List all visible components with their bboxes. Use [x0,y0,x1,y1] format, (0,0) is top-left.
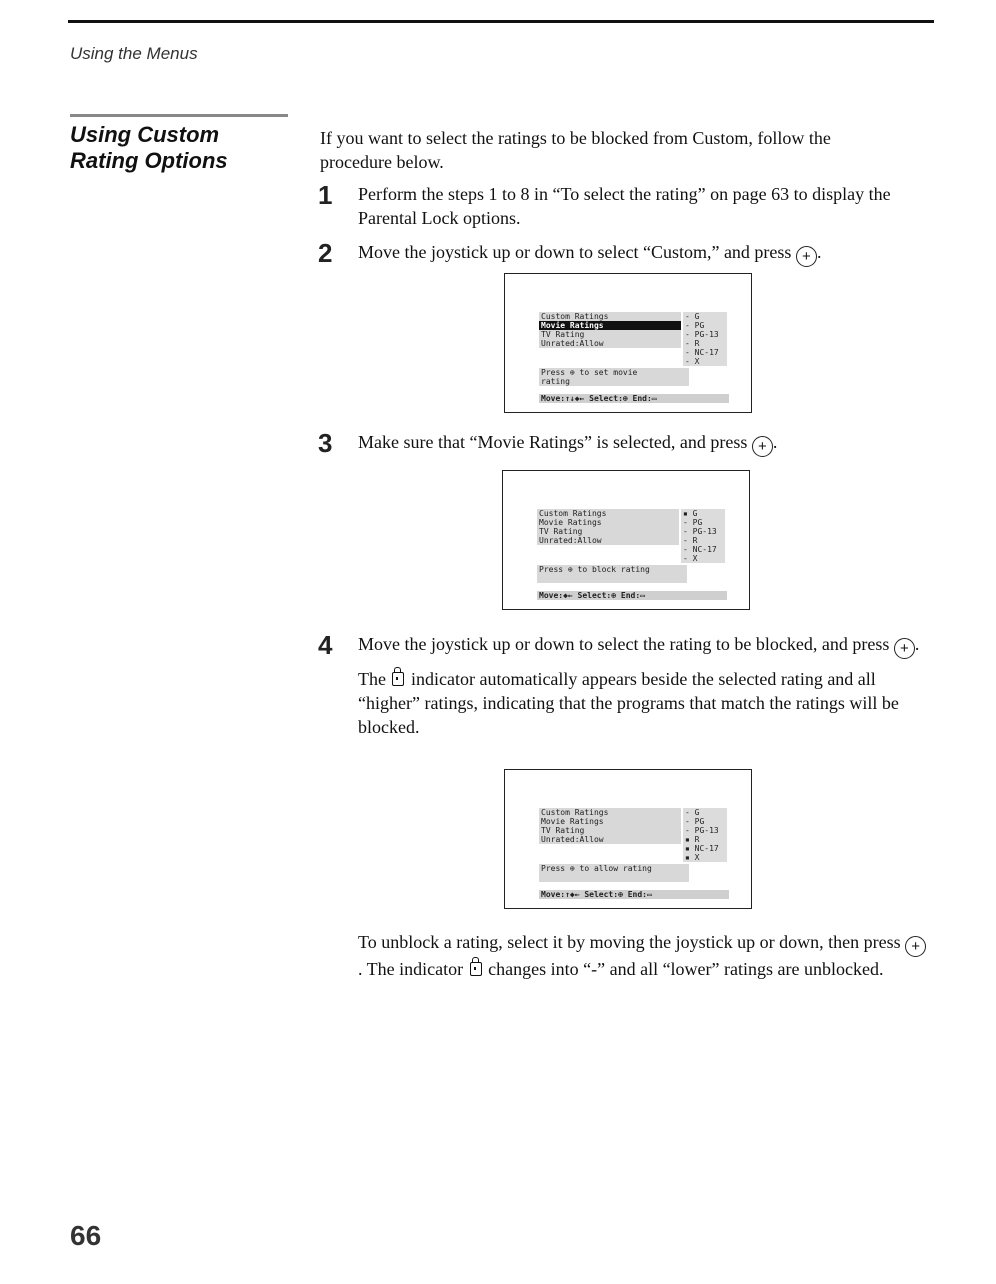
osd-rating-list [681,509,725,563]
osd-menu-item: Custom Ratings [541,808,609,817]
osd-footer: Move:↑◆← Select:⊕ End:▭ [539,890,729,899]
osd-rating: - PG [685,817,705,826]
osd-menu-item-selected: Movie Ratings [539,321,681,330]
step-text-end: . [816,242,822,262]
osd-menu-item: Movie Ratings [539,518,602,527]
step-text-end: . [914,634,920,654]
osd-rating-list [683,808,727,862]
unblock-paragraph [358,930,928,981]
osd-prompt [539,368,689,386]
section-heading-line2: Rating Options [70,148,228,173]
step-text [358,430,933,457]
step-text [358,632,933,739]
osd-rating: - PG-13 [683,527,717,536]
osd-menu-item: Custom Ratings [541,312,609,321]
osd-screen-blocked-ratings [504,769,752,909]
osd-menu-item: TV Rating [539,527,583,536]
osd-prompt-line: Press ⊕ to allow rating [541,864,652,873]
osd-screen-movie-ratings [502,470,750,610]
section-rule [70,114,288,117]
osd-rating: ▪ G [683,509,698,518]
osd-rating: - X [683,554,698,563]
joystick-press-icon: + [894,638,915,659]
osd-menu-item: TV Rating [541,330,585,339]
osd-prompt-line: Press ⊕ to block rating [539,565,650,574]
osd-rating: - PG [685,321,705,330]
osd-menu-item: Unrated:Allow [541,835,604,844]
unblock-text-1: To unblock a rating, select it by moving the joystick up or down, then press [358,932,901,952]
osd-menu-list [539,312,681,348]
step-note-start: The [358,669,386,689]
unblock-text-3: changes into “-” and all “lower” ratings are unblocked. [488,959,884,979]
osd-rating: - PG [683,518,703,527]
joystick-press-icon: + [796,246,817,267]
step-text: Perform the steps 1 to 8 in “To select the rating” on page 63 to display the Parental Lock options. [358,184,891,228]
osd-rating: - NC-17 [685,348,719,357]
step-number: 4 [318,630,333,660]
step-note [358,667,933,739]
osd-menu-item: Custom Ratings [539,509,607,518]
osd-rating: - R [683,536,698,545]
top-rule [68,20,934,23]
step-number: 2 [318,238,333,268]
osd-rating: - NC-17 [683,545,717,554]
osd-rating: ▪ NC-17 [685,844,719,853]
joystick-press-icon: + [905,936,926,957]
step-note-rest: indicator automatically appears beside the selected rating and all “higher” ratings, indicating that the programs that match the ratings will be blocked. [358,669,899,737]
step-text-line [358,632,933,659]
osd-rating: - G [685,808,700,817]
lock-icon [470,962,482,976]
step-text-end: . [772,432,778,452]
step-text [358,240,933,267]
osd-prompt-line: Press ⊕ to set movie [541,368,638,377]
joystick-press-icon: + [752,436,773,457]
step-number: 1 [318,180,333,210]
osd-prompt-line: rating [541,377,570,386]
step-text-main: Make sure that “Movie Ratings” is selected, and press [358,432,748,452]
step-text-main: Move the joystick up or down to select the rating to be blocked, and press [358,634,890,654]
intro-paragraph: If you want to select the ratings to be blocked from Custom, follow the procedure below. [320,128,831,172]
osd-prompt [537,565,687,583]
osd-prompt-line [539,873,689,882]
lock-icon [392,672,404,686]
osd-prompt [539,864,689,882]
osd-rating: - R [685,339,700,348]
unblock-text-2: . The indicator [358,959,464,979]
page-number: 66 [70,1220,102,1251]
osd-rating: - X [685,357,700,366]
osd-rating: ▪ R [685,835,700,844]
osd-menu-list [537,509,679,545]
step-number: 3 [318,428,333,458]
osd-footer: Move:◆← Select:⊕ End:▭ [537,591,727,600]
osd-footer: Move:↑↓◆← Select:⊕ End:▭ [539,394,729,403]
osd-menu-item: Unrated:Allow [541,339,604,348]
osd-menu-list [539,808,681,844]
osd-rating-list [683,312,727,366]
osd-rating: ▪ X [685,853,700,862]
section-heading-line1: Using Custom [70,122,220,147]
running-head: Using the Menus [70,44,198,63]
osd-rating: - PG-13 [685,330,719,339]
osd-screen-custom-ratings [504,273,752,413]
step-text-main: Move the joystick up or down to select “Custom,” and press [358,242,792,262]
osd-prompt-line [537,574,687,583]
osd-rating: - G [685,312,700,321]
osd-rating: - PG-13 [685,826,719,835]
section-heading [70,122,228,174]
osd-menu-item: Movie Ratings [541,817,604,826]
osd-menu-item: Unrated:Allow [539,536,602,545]
osd-menu-item: TV Rating [541,826,585,835]
